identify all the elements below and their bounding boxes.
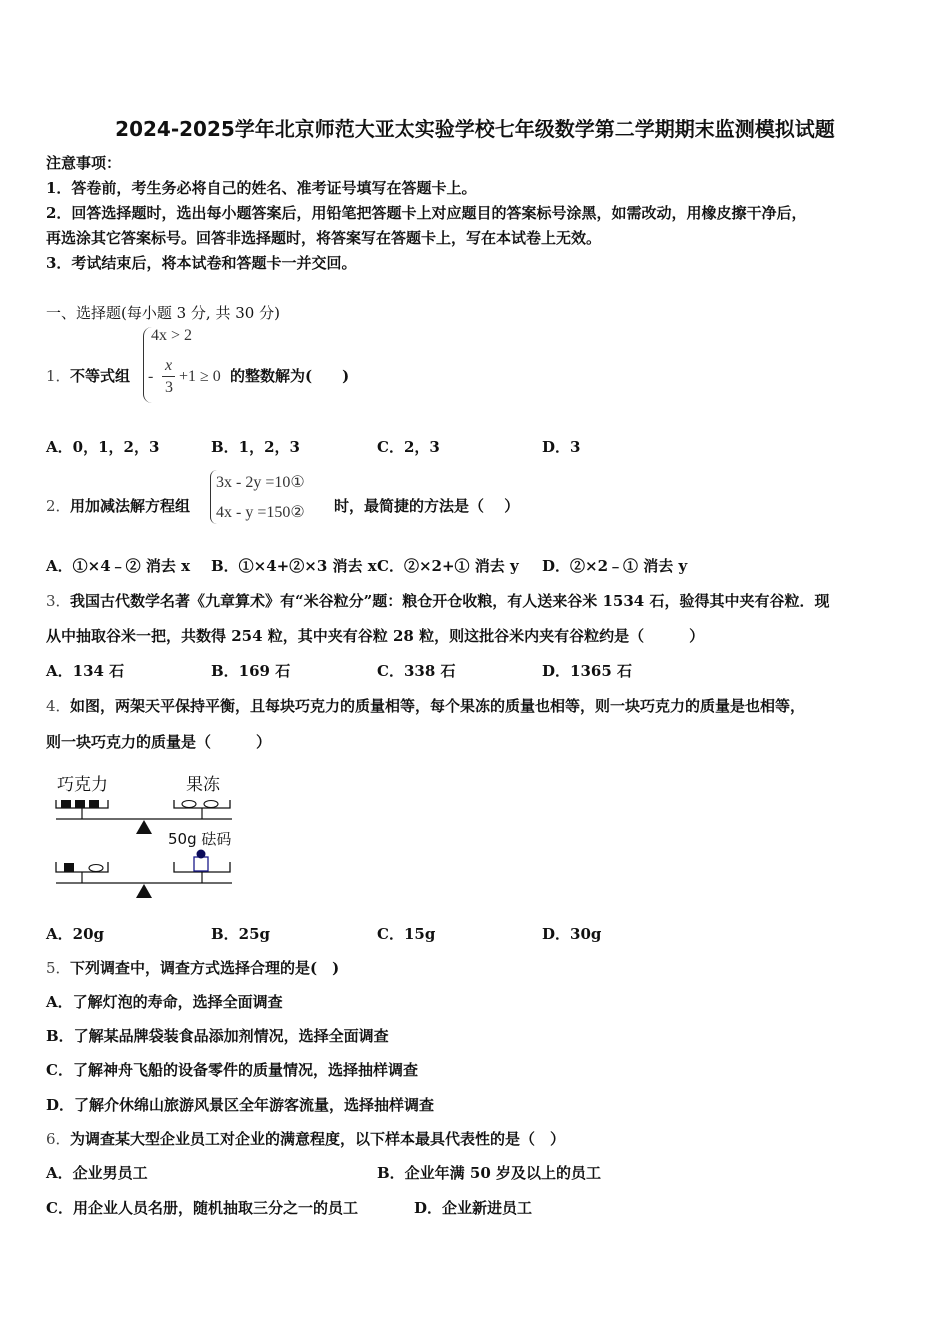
option-b: B．企业年满 50 岁及以上的员工 [377, 1164, 601, 1182]
top-balance [56, 800, 232, 834]
notice-heading: 注意事项： [46, 154, 122, 172]
question-text: 下列调查中，调查方式选择合理的是( ) [70, 959, 340, 977]
notice-item: 3．考试结束后，将本试卷和答题卡一并交回。 [46, 254, 357, 272]
question-text: 的整数解为( ) [230, 367, 350, 385]
question-text: 时，最简捷的方法是（ ） [334, 497, 520, 515]
fulcrum [136, 820, 152, 834]
fraction-bar [162, 376, 175, 377]
option-c: C．②×2+① 消去 y [377, 557, 519, 575]
notice-item: 2．回答选择题时，选出每小题答案后，用铅笔把答题卡上对应题目的答案标号涂黑，如需改动，用橡皮擦干净后， [46, 204, 807, 222]
inequality-2-minus: - [148, 368, 154, 385]
chocolate-block [89, 800, 99, 808]
option-d: D．3 [542, 438, 581, 456]
fraction-numerator: x [165, 357, 173, 374]
option-d: D．30g [542, 925, 602, 943]
page-title: 2024-2025学年北京师范大亚太实验学校七年级数学第二学期期末监测模拟试题 [115, 117, 835, 141]
inequality-1: 4x > 2 [151, 327, 193, 344]
question-text: 为调查某大型企业员工对企业的满意程度，以下样本最具代表性的是（ ） [70, 1130, 566, 1148]
chocolate-block [64, 863, 74, 872]
question-number: 1． [46, 367, 71, 385]
option-d: D．企业新进员工 [414, 1199, 533, 1217]
question-text: 如图，两架天平保持平衡，且每块巧克力的质量相等，每个果冻的质量也相等，则一块巧克力的质量是也相等， [70, 697, 806, 715]
option-b: B．了解某品牌袋装食品添加剂情况，选择全面调查 [46, 1027, 389, 1045]
option-b: B．1，2，3 [211, 438, 300, 456]
option-a: A．20g [46, 925, 105, 943]
section-heading: 一、选择题(每小题 3 分, 共 30 分) [46, 304, 280, 322]
option-a: A．①×4﹣② 消去 x [46, 557, 191, 575]
notice-item: 再选涂其它答案标号。回答非选择题时，将答案写在答题卡上，写在本试卷上无效。 [46, 229, 602, 247]
question-text: 不等式组 [70, 367, 131, 385]
equation-1: 3x - 2y =10① [216, 474, 305, 491]
chocolate-block [75, 800, 85, 808]
question-text: 我国古代数学名著《九章算术》有“米谷粒分”题：粮仓开仓收粮，有人送来谷米 1534 石，验得其中夹有谷粒．现 [70, 592, 830, 610]
option-d: D．了解介休绵山旅游风景区全年游客流量，选择抽样调查 [46, 1096, 435, 1114]
question-number: 2． [46, 497, 71, 515]
question-number: 3． [46, 592, 71, 610]
chocolate-block [61, 800, 71, 808]
bottom-balance [56, 850, 232, 899]
option-c: C．用企业人员名册，随机抽取三分之一的员工 [46, 1199, 358, 1217]
option-b: B．①×4+②×3 消去 x [211, 557, 377, 575]
fraction-denominator: 3 [165, 379, 173, 396]
option-c: C．2，3 [377, 438, 440, 456]
inequality-2-rest: +1 ≥ 0 [179, 368, 221, 385]
fulcrum [136, 884, 152, 898]
weight-knob [197, 850, 206, 859]
question-text: 用加减法解方程组 [70, 497, 191, 515]
jelly-icon [89, 865, 103, 872]
option-a: A．企业男员工 [46, 1164, 148, 1182]
question-text: 从中抽取谷米一把，共数得 254 粒，其中夹有谷粒 28 粒，则这批谷米内夹有谷粒约是（ ） [46, 627, 705, 645]
question-text: 则一块巧克力的质量是（ ） [46, 733, 272, 751]
label-chocolate: 巧克力 [57, 775, 108, 795]
question-number: 5． [46, 959, 71, 977]
jelly-icon [182, 801, 196, 808]
label-weight: 50g 砝码 [168, 830, 232, 848]
option-c: C．338 石 [377, 662, 456, 680]
equation-2: 4x - y =150② [216, 504, 305, 521]
label-jelly: 果冻 [186, 775, 220, 795]
option-a: A．134 石 [46, 662, 125, 680]
weight-box [194, 857, 208, 871]
option-d: D．1365 石 [542, 662, 632, 680]
notice-item: 1．答卷前，考生务必将自己的姓名、准考证号填写在答题卡上。 [46, 179, 477, 197]
option-b: B．169 石 [211, 662, 291, 680]
option-d: D．②×2﹣① 消去 y [542, 557, 688, 575]
option-a: A．了解灯泡的寿命，选择全面调查 [46, 993, 283, 1011]
balance-figure [50, 768, 250, 904]
question-number: 4． [46, 697, 71, 715]
option-c: C．了解神舟飞船的设备零件的质量情况，选择抽样调查 [46, 1061, 418, 1079]
jelly-icon [204, 801, 218, 808]
question-number: 6． [46, 1130, 71, 1148]
option-a: A．0，1，2，3 [46, 438, 160, 456]
option-c: C．15g [377, 925, 436, 943]
option-b: B．25g [211, 925, 271, 943]
